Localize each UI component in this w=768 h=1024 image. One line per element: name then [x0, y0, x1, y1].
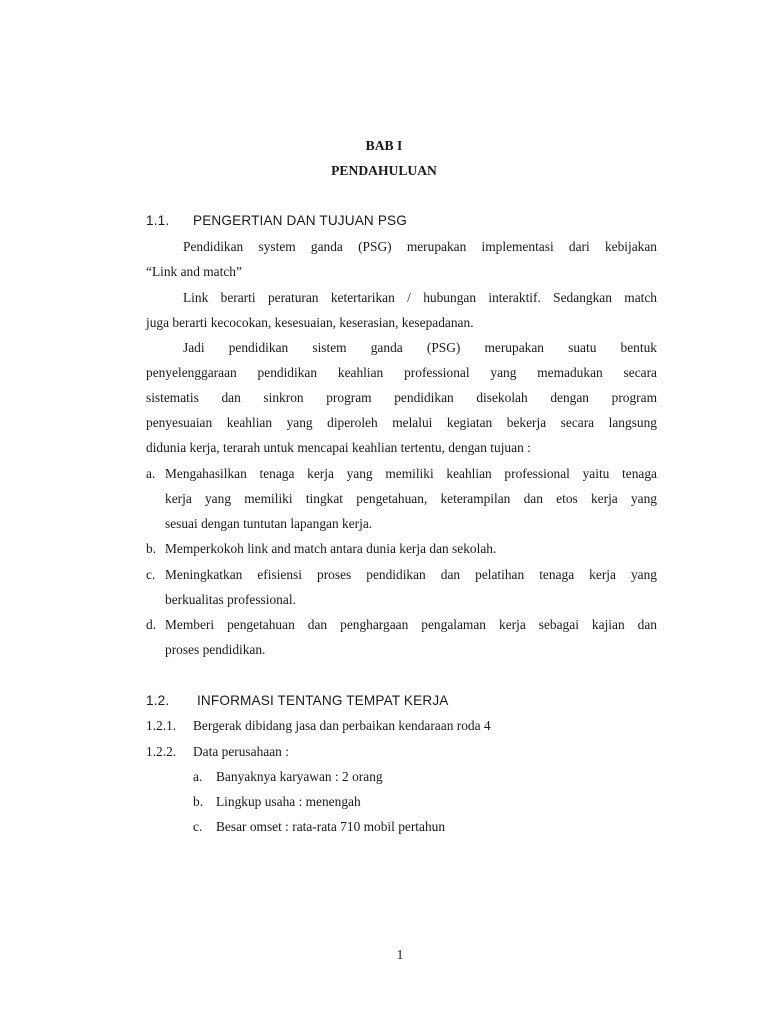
paragraph-line: penyelenggaraan pendidikan keahlian professional yang memadukan secara: [146, 365, 657, 380]
page-number: 1: [396, 947, 404, 962]
chapter-title: PENDAHULUAN: [331, 163, 437, 178]
list-marker: c.: [193, 819, 203, 834]
list-item: Besar omset : rata-rata 710 mobil pertahun: [216, 819, 446, 834]
list-item-line: kerja yang memiliki tingkat pengetahuan, keterampilan dan etos kerja yang: [165, 491, 657, 506]
list-item-line: sesuai dengan tuntutan lapangan kerja.: [165, 516, 373, 531]
list-marker: a.: [146, 466, 156, 481]
paragraph-line: juga berarti kecocokan, kesesuaian, keserasian, kesepadanan.: [146, 315, 474, 330]
section-heading: INFORMASI TENTANG TEMPAT KERJA: [197, 693, 449, 708]
subsection-text: Data perusahaan :: [193, 744, 289, 759]
section-heading: PENGERTIAN DAN TUJUAN PSG: [193, 213, 407, 228]
list-item: Lingkup usaha : menengah: [216, 794, 361, 809]
list-marker: d.: [146, 617, 157, 632]
paragraph-line: didunia kerja, terarah untuk mencapai keahlian tertentu, dengan tujuan :: [146, 440, 531, 455]
list-item-line: Memberi pengetahuan dan penghargaan pengalaman kerja sebagai kajian dan: [165, 617, 657, 632]
paragraph-line: sistematis dan sinkron program pendidikan disekolah dengan program: [146, 390, 657, 405]
list-marker: a.: [193, 769, 203, 784]
list-item-line: Memperkokoh link and match antara dunia kerja dan sekolah.: [165, 541, 497, 556]
subsection-number: 1.2.1.: [146, 718, 177, 733]
list-marker: b.: [193, 794, 204, 809]
list-item: Banyaknya karyawan : 2 orang: [216, 769, 383, 784]
list-marker: b.: [146, 541, 157, 556]
paragraph-line: Jadi pendidikan sistem ganda (PSG) merupakan suatu bentuk: [183, 340, 657, 355]
section-number: 1.1.: [146, 213, 170, 228]
chapter-label: BAB I: [365, 138, 403, 153]
list-item-line: berkualitas professional.: [165, 592, 296, 607]
list-item-line: Meningkatkan efisiensi proses pendidikan dan pelatihan tenaga kerja yang: [165, 567, 657, 582]
section-number: 1.2.: [146, 693, 170, 708]
subsection-text: Bergerak dibidang jasa dan perbaikan kendaraan roda 4: [193, 718, 491, 733]
paragraph-line: “Link and match”: [146, 264, 242, 279]
subsection-number: 1.2.2.: [146, 744, 177, 759]
paragraph-line: penyesuaian keahlian yang diperoleh melalui kegiatan bekerja secara langsung: [146, 415, 657, 430]
list-marker: c.: [146, 567, 156, 582]
list-item-line: proses pendidikan.: [165, 642, 266, 657]
paragraph-line: Pendidikan system ganda (PSG) merupakan implementasi dari kebijakan: [183, 239, 657, 254]
paragraph-line: Link berarti peraturan ketertarikan / hubungan interaktif. Sedangkan match: [183, 290, 657, 305]
list-item-line: Mengahasilkan tenaga kerja yang memiliki keahlian professional yaitu tenaga: [165, 466, 657, 481]
